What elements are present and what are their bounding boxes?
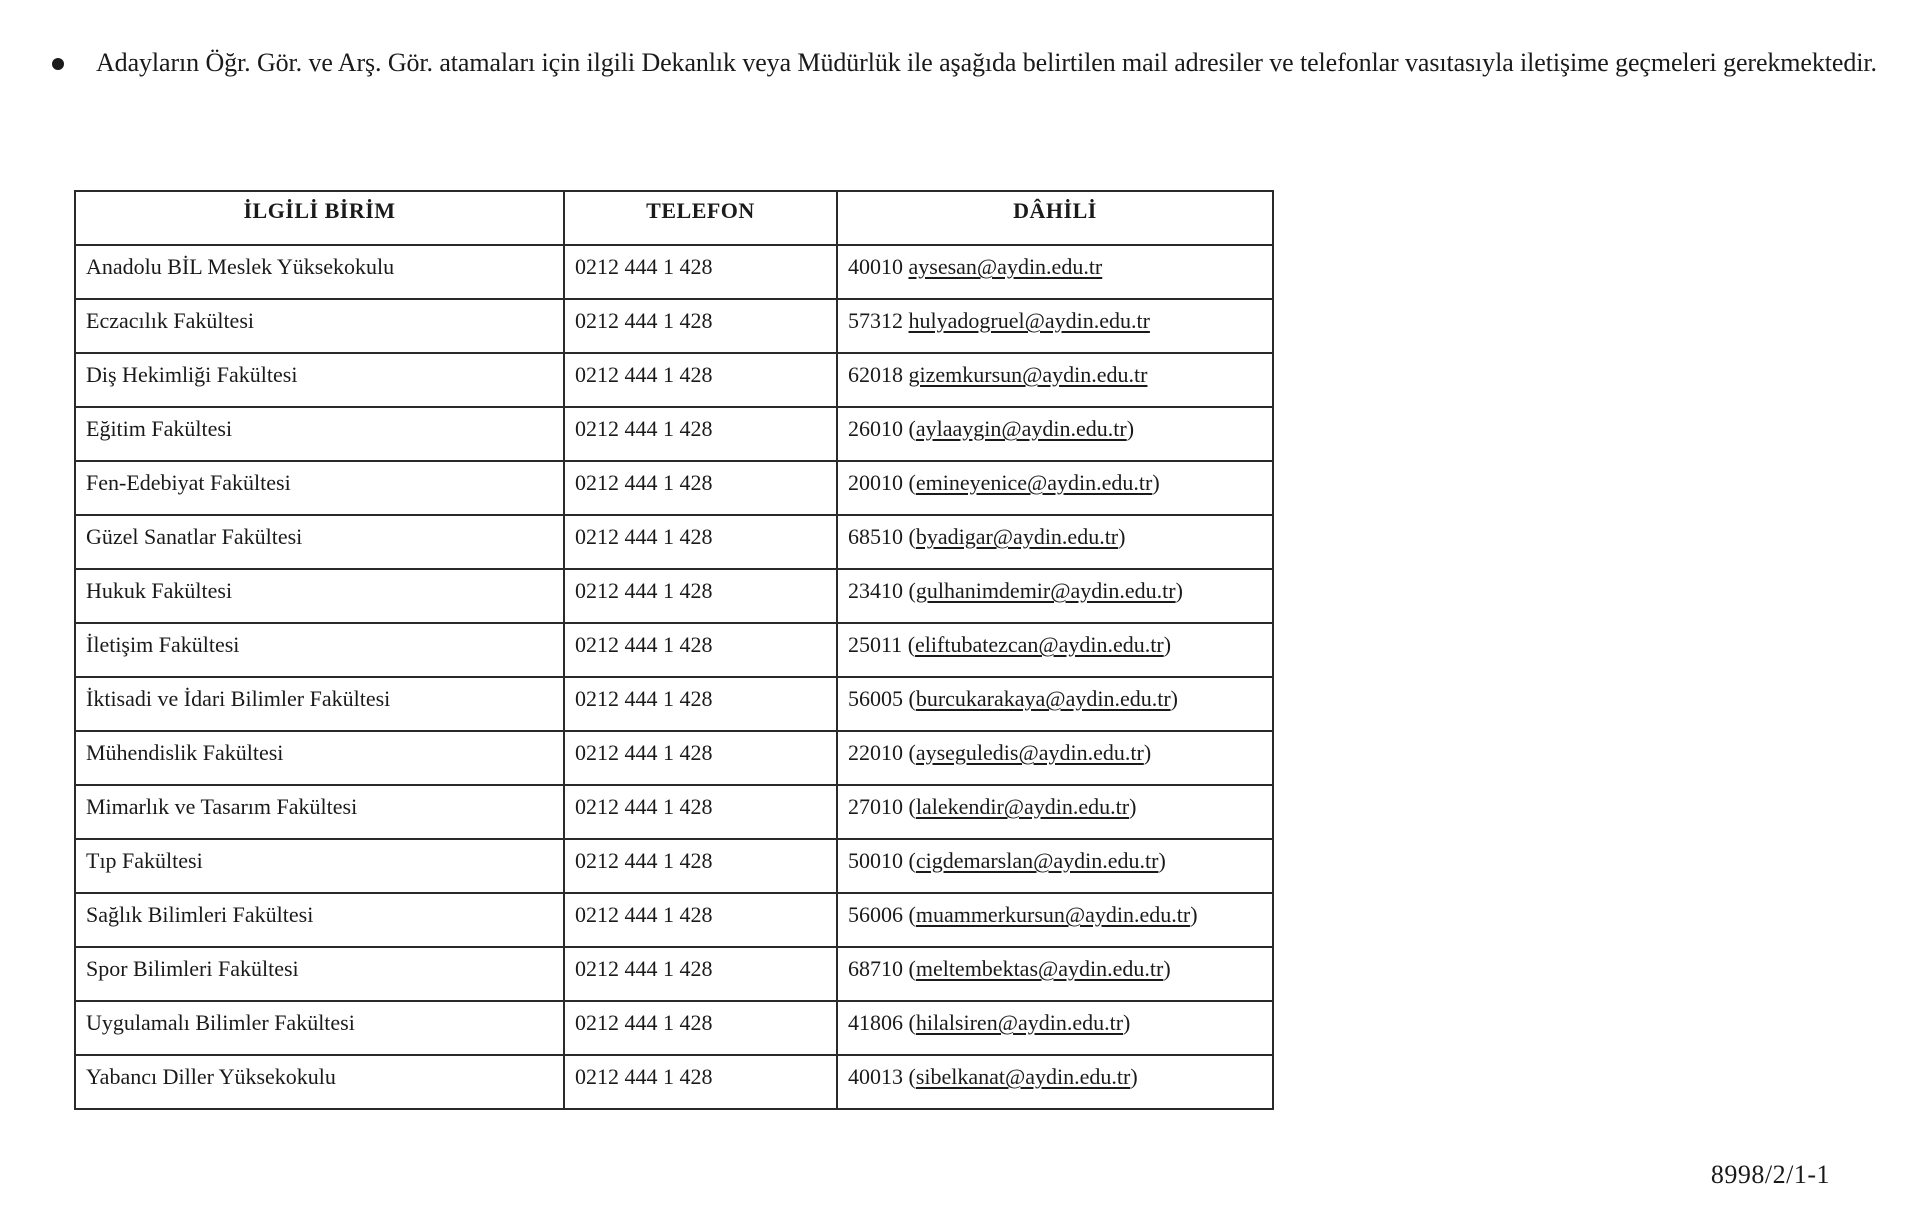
- phone-cell: 0212 444 1 428: [564, 515, 837, 569]
- extension-number: 22010: [848, 740, 903, 765]
- open-paren: (: [903, 956, 916, 981]
- email-link[interactable]: aylaaygin@aydin.edu.tr: [915, 416, 1127, 441]
- table-row: [75, 947, 1273, 1001]
- close-paren: ): [1170, 686, 1178, 711]
- extension-number: 68710: [848, 956, 903, 981]
- extension-number: 41806: [848, 1010, 903, 1035]
- unit-cell: Fen-Edebiyat Fakültesi: [75, 461, 564, 515]
- open-paren: (: [903, 902, 916, 927]
- extension-number: 40013: [848, 1064, 903, 1089]
- table-header-row: [75, 191, 1273, 245]
- extension-number: 20010: [848, 470, 903, 495]
- close-paren: ): [1129, 794, 1137, 819]
- unit-cell: Eğitim Fakültesi: [75, 407, 564, 461]
- extension-cell: [837, 515, 1273, 569]
- open-paren: (: [903, 848, 916, 873]
- header-extension: DÂHİLİ: [837, 191, 1273, 245]
- close-paren: ): [1123, 1010, 1131, 1035]
- unit-cell: Anadolu BİL Meslek Yüksekokulu: [75, 245, 564, 299]
- phone-cell: 0212 444 1 428: [564, 839, 837, 893]
- phone-cell: 0212 444 1 428: [564, 731, 837, 785]
- phone-cell: 0212 444 1 428: [564, 353, 837, 407]
- table-row: [75, 893, 1273, 947]
- extension-cell: [837, 731, 1273, 785]
- table-row: [75, 839, 1273, 893]
- extension-cell: [837, 1001, 1273, 1055]
- unit-cell: Mimarlık ve Tasarım Fakültesi: [75, 785, 564, 839]
- announcement-text: Adayların Öğr. Gör. ve Arş. Gör. atamaları için ilgili Dekanlık veya Müdürlük ile aşağıda belirtilen mail adresiler ve telefonlar vasıtasıyla iletişime geçmeleri gerekmektedir.: [96, 48, 1877, 77]
- email-link[interactable]: lalekendir@aydin.edu.tr: [915, 794, 1130, 819]
- phone-cell: 0212 444 1 428: [564, 623, 837, 677]
- close-paren: ): [1130, 1064, 1138, 1089]
- email-link[interactable]: aysesan@aydin.edu.tr: [908, 254, 1103, 279]
- close-paren: ): [1158, 848, 1166, 873]
- document-code: 8998/2/1-1: [1710, 1160, 1830, 1189]
- extension-number: 25011: [848, 632, 903, 657]
- extension-cell: [837, 623, 1273, 677]
- open-paren: (: [903, 470, 916, 495]
- open-paren: (: [903, 1010, 916, 1035]
- table-row: [75, 515, 1273, 569]
- extension-number: 23410: [848, 578, 903, 603]
- extension-number: 27010: [848, 794, 903, 819]
- phone-cell: 0212 444 1 428: [564, 1055, 837, 1109]
- table-row: [75, 299, 1273, 353]
- phone-cell: 0212 444 1 428: [564, 677, 837, 731]
- phone-cell: 0212 444 1 428: [564, 245, 837, 299]
- table-row: [75, 1055, 1273, 1109]
- extension-number: 57312: [848, 308, 903, 333]
- phone-cell: 0212 444 1 428: [564, 461, 837, 515]
- extension-cell: [837, 785, 1273, 839]
- email-link[interactable]: gulhanimdemir@aydin.edu.tr: [915, 578, 1176, 603]
- phone-cell: 0212 444 1 428: [564, 569, 837, 623]
- extension-number: 50010: [848, 848, 903, 873]
- extension-number: 40010: [848, 254, 903, 279]
- phone-cell: 0212 444 1 428: [564, 299, 837, 353]
- unit-cell: Diş Hekimliği Fakültesi: [75, 353, 564, 407]
- open-paren: (: [903, 794, 916, 819]
- bullet-icon: [52, 58, 64, 70]
- unit-cell: Eczacılık Fakültesi: [75, 299, 564, 353]
- email-link[interactable]: hilalsiren@aydin.edu.tr: [915, 1010, 1124, 1035]
- email-link[interactable]: muammerkursun@aydin.edu.tr: [915, 902, 1191, 927]
- extension-cell: [837, 893, 1273, 947]
- email-link[interactable]: cigdemarslan@aydin.edu.tr: [915, 848, 1159, 873]
- extension-number: 62018: [848, 362, 903, 387]
- open-paren: (: [903, 416, 916, 441]
- open-paren: (: [903, 524, 916, 549]
- extension-number: 68510: [848, 524, 903, 549]
- contacts-table: [74, 190, 1274, 1110]
- open-paren: (: [903, 740, 916, 765]
- unit-cell: İktisadi ve İdari Bilimler Fakültesi: [75, 677, 564, 731]
- email-link[interactable]: byadigar@aydin.edu.tr: [915, 524, 1119, 549]
- unit-cell: Tıp Fakültesi: [75, 839, 564, 893]
- phone-cell: 0212 444 1 428: [564, 947, 837, 1001]
- extension-cell: [837, 947, 1273, 1001]
- close-paren: ): [1175, 578, 1183, 603]
- extension-number: 26010: [848, 416, 903, 441]
- email-link[interactable]: eliftubatezcan@aydin.edu.tr: [915, 632, 1164, 657]
- open-paren: (: [903, 686, 916, 711]
- open-paren: (: [903, 578, 916, 603]
- extension-cell: [837, 677, 1273, 731]
- extension-cell: [837, 299, 1273, 353]
- email-link[interactable]: emineyenice@aydin.edu.tr: [915, 470, 1153, 495]
- unit-cell: Spor Bilimleri Fakültesi: [75, 947, 564, 1001]
- table-row: [75, 623, 1273, 677]
- close-paren: ): [1118, 524, 1126, 549]
- table-row: [75, 731, 1273, 785]
- close-paren: ): [1163, 632, 1172, 657]
- close-paren: ): [1190, 902, 1198, 927]
- header-unit: İLGİLİ BİRİM: [75, 191, 564, 245]
- extension-cell: [837, 353, 1273, 407]
- email-link[interactable]: gizemkursun@aydin.edu.tr: [908, 362, 1148, 387]
- table-row: [75, 407, 1273, 461]
- table-row: [75, 245, 1273, 299]
- unit-cell: İletişim Fakültesi: [75, 623, 564, 677]
- table-row: [75, 569, 1273, 623]
- unit-cell: Hukuk Fakültesi: [75, 569, 564, 623]
- extension-number: 56006: [848, 902, 903, 927]
- unit-cell: Yabancı Diller Yüksekokulu: [75, 1055, 564, 1109]
- contacts-table-body: [75, 245, 1273, 1109]
- close-paren: ): [1152, 470, 1160, 495]
- unit-cell: Mühendislik Fakültesi: [75, 731, 564, 785]
- email-link[interactable]: hulyadogruel@aydin.edu.tr: [908, 308, 1150, 333]
- header-phone: TELEFON: [564, 191, 837, 245]
- phone-cell: 0212 444 1 428: [564, 785, 837, 839]
- unit-cell: Sağlık Bilimleri Fakültesi: [75, 893, 564, 947]
- close-paren: ): [1143, 740, 1152, 765]
- table-row: [75, 461, 1273, 515]
- unit-cell: Güzel Sanatlar Fakültesi: [75, 515, 564, 569]
- table-row: [75, 1001, 1273, 1055]
- phone-cell: 0212 444 1 428: [564, 893, 837, 947]
- table-row: [75, 677, 1273, 731]
- extension-cell: [837, 245, 1273, 299]
- close-paren: ): [1163, 956, 1171, 981]
- extension-cell: [837, 461, 1273, 515]
- extension-cell: [837, 569, 1273, 623]
- email-link[interactable]: meltembektas@aydin.edu.tr: [915, 956, 1164, 981]
- announcement-note: [50, 44, 1890, 82]
- open-paren: (: [903, 1064, 916, 1089]
- email-link[interactable]: ayseguledis@aydin.edu.tr: [915, 740, 1144, 765]
- open-paren: (: [902, 632, 916, 657]
- extension-cell: [837, 1055, 1273, 1109]
- email-link[interactable]: burcukarakaya@aydin.edu.tr: [915, 686, 1171, 711]
- email-link[interactable]: sibelkanat@aydin.edu.tr: [915, 1064, 1131, 1089]
- unit-cell: Uygulamalı Bilimler Fakültesi: [75, 1001, 564, 1055]
- extension-cell: [837, 407, 1273, 461]
- table-row: [75, 353, 1273, 407]
- phone-cell: 0212 444 1 428: [564, 407, 837, 461]
- table-row: [75, 785, 1273, 839]
- extension-cell: [837, 839, 1273, 893]
- phone-cell: 0212 444 1 428: [564, 1001, 837, 1055]
- close-paren: ): [1126, 416, 1135, 441]
- extension-number: 56005: [848, 686, 903, 711]
